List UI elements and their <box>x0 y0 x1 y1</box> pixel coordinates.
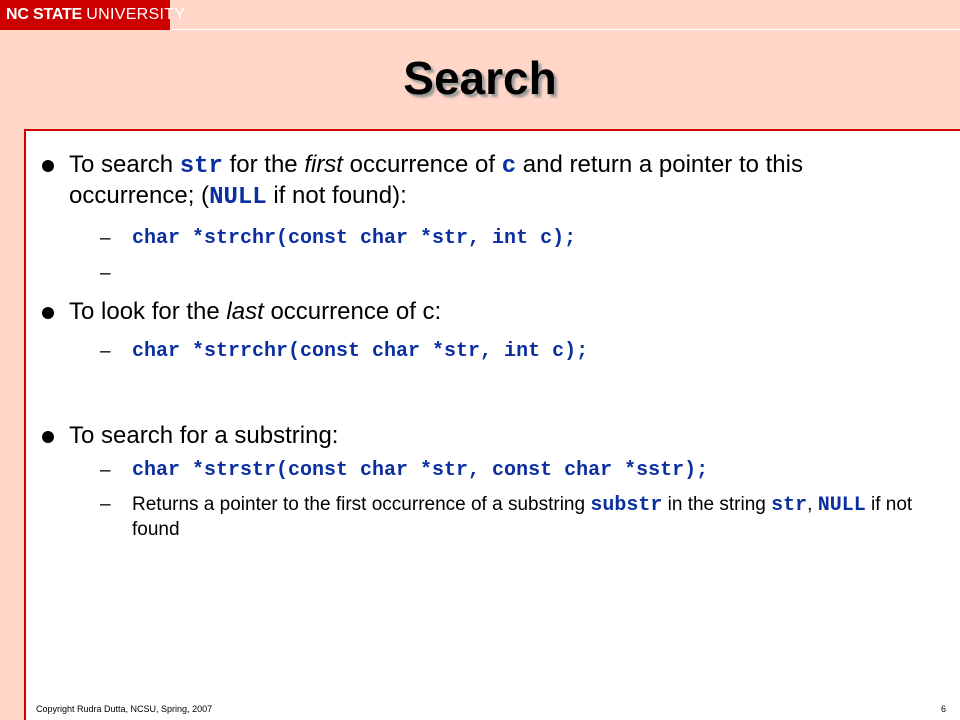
page-number: 6 <box>941 704 947 714</box>
text-run: , <box>807 494 818 515</box>
bullet-dot <box>42 307 54 319</box>
text-run: if not found <box>132 494 913 540</box>
code-strchr: char *strchr(const char *str, int c); <box>132 227 577 250</box>
text-run: for the <box>222 151 305 178</box>
header-rule <box>172 29 960 30</box>
university-logo <box>0 0 186 30</box>
text-run: in the string <box>662 494 772 515</box>
text-run: Returns a pointer to the first occurrence of a substring <box>132 494 591 515</box>
text-run: if not found): <box>266 182 407 209</box>
dash-marker: – <box>100 263 111 284</box>
bullet-text <box>69 150 902 212</box>
code-null: NULL <box>817 494 866 517</box>
footer-copyright: Copyright Rudra Dutta, NCSU, Spring, 2007 <box>36 704 213 714</box>
code-strrchr: char *strrchr(const char *str, int c); <box>132 340 589 363</box>
bullet-first-occurrence <box>42 150 902 212</box>
code-c: c <box>501 153 517 180</box>
code-strstr: char *strstr(const char *str, const char *sstr); <box>132 459 709 482</box>
code-null: NULL <box>209 184 267 211</box>
bullet-dot <box>42 160 54 172</box>
code-str: str <box>179 153 223 180</box>
dash-marker: – <box>100 228 111 249</box>
description-text <box>132 493 926 542</box>
bullet-text: To search for a substring: <box>69 422 339 449</box>
text-run: To search <box>69 151 180 178</box>
text-run: occurrence of <box>342 151 502 178</box>
emphasis-last: last <box>226 298 264 325</box>
dash-marker: – <box>100 341 111 362</box>
text-run: occurrence of c: <box>263 298 442 325</box>
emphasis-first: first <box>304 151 343 178</box>
sub-strrchr <box>100 340 926 364</box>
bullet-last-occurrence <box>42 297 902 326</box>
text-run: To look for the <box>69 298 227 325</box>
dash-marker: – <box>100 494 111 515</box>
sub-strstr <box>100 459 926 483</box>
bullet-text <box>69 297 902 326</box>
code-substr: substr <box>590 494 663 517</box>
slide-title: Search <box>403 52 557 104</box>
bullet-dot <box>42 431 54 443</box>
sub-strchr <box>100 227 926 251</box>
sub-strstr-description <box>100 493 926 542</box>
logo-text <box>6 6 185 24</box>
bullet-substring <box>42 421 902 450</box>
dash-marker: – <box>100 460 111 481</box>
logo-bold: NC STATE <box>6 6 83 23</box>
text-run: and return a pointer to this occurrence; ( <box>69 151 803 209</box>
logo-thin: UNIVERSITY <box>86 6 186 23</box>
code-str: str <box>771 494 808 517</box>
